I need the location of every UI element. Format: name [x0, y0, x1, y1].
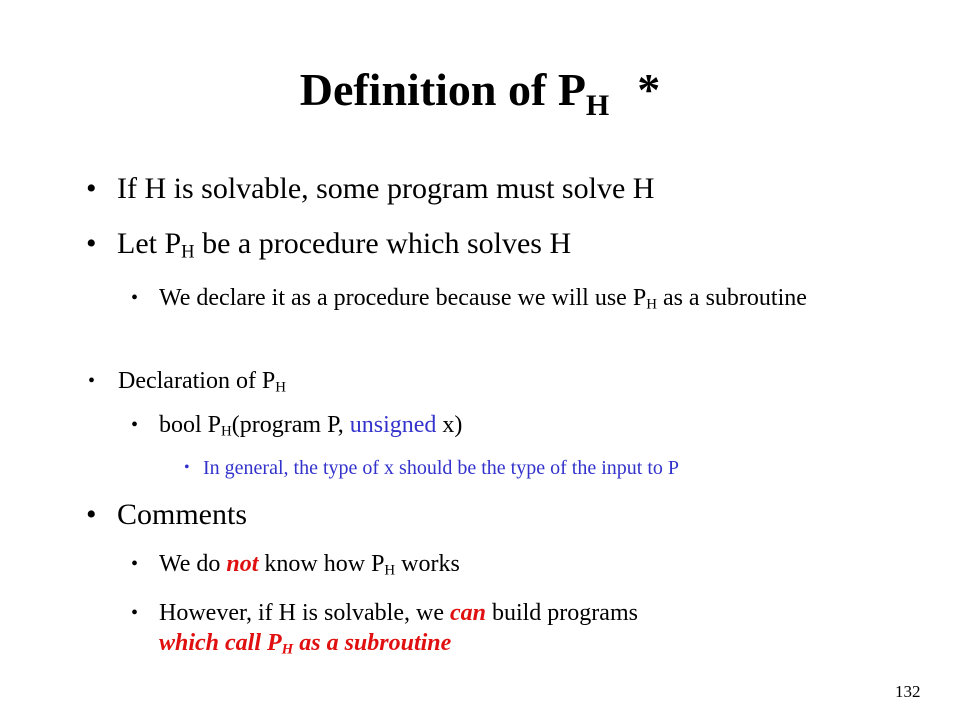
slide-title: Definition of $P_H$ *	[299, 64, 661, 122]
bullet-text: We do not know how $P_H$ works	[159, 551, 460, 579]
bullet-text: Comments	[117, 498, 248, 531]
bullet-dot: •	[131, 414, 139, 436]
bullet-dot: •	[131, 553, 139, 575]
bullet-text: We declare it as a procedure because we will use $P_H$ as a subroutine	[159, 285, 807, 313]
bullet-dot: •	[131, 287, 139, 309]
bullet-text: bool $P_H(program$ P, unsigned x)	[159, 412, 463, 440]
bullet-dot: •	[88, 370, 96, 392]
bullet-dot: •	[86, 498, 97, 531]
bullet-dot: •	[131, 602, 139, 624]
bullet-text: In general, the type of x should be the type of the input to P	[203, 457, 680, 479]
bullet-text: Let $P_H$ be a procedure which solves H	[117, 227, 572, 263]
emphasis-subroutine: which call $P_H$ as a subroutine	[159, 630, 452, 658]
bullet-text: However, if H is solvable, we can build programs which call $P_H$ as a subroutine	[159, 600, 638, 658]
bullet-dot: •	[86, 227, 97, 260]
emphasis-can: can	[449, 600, 486, 626]
page-number: 132	[895, 682, 921, 701]
emphasis-not: not	[226, 551, 259, 577]
keyword-unsigned: unsigned	[349, 412, 437, 438]
bullet-text: If H is solvable, some program must solve H	[117, 172, 655, 205]
bullet-dot: •	[86, 172, 97, 205]
bullet-dot: •	[184, 459, 190, 476]
bullet-text: Declaration of $P_H$	[118, 368, 287, 396]
